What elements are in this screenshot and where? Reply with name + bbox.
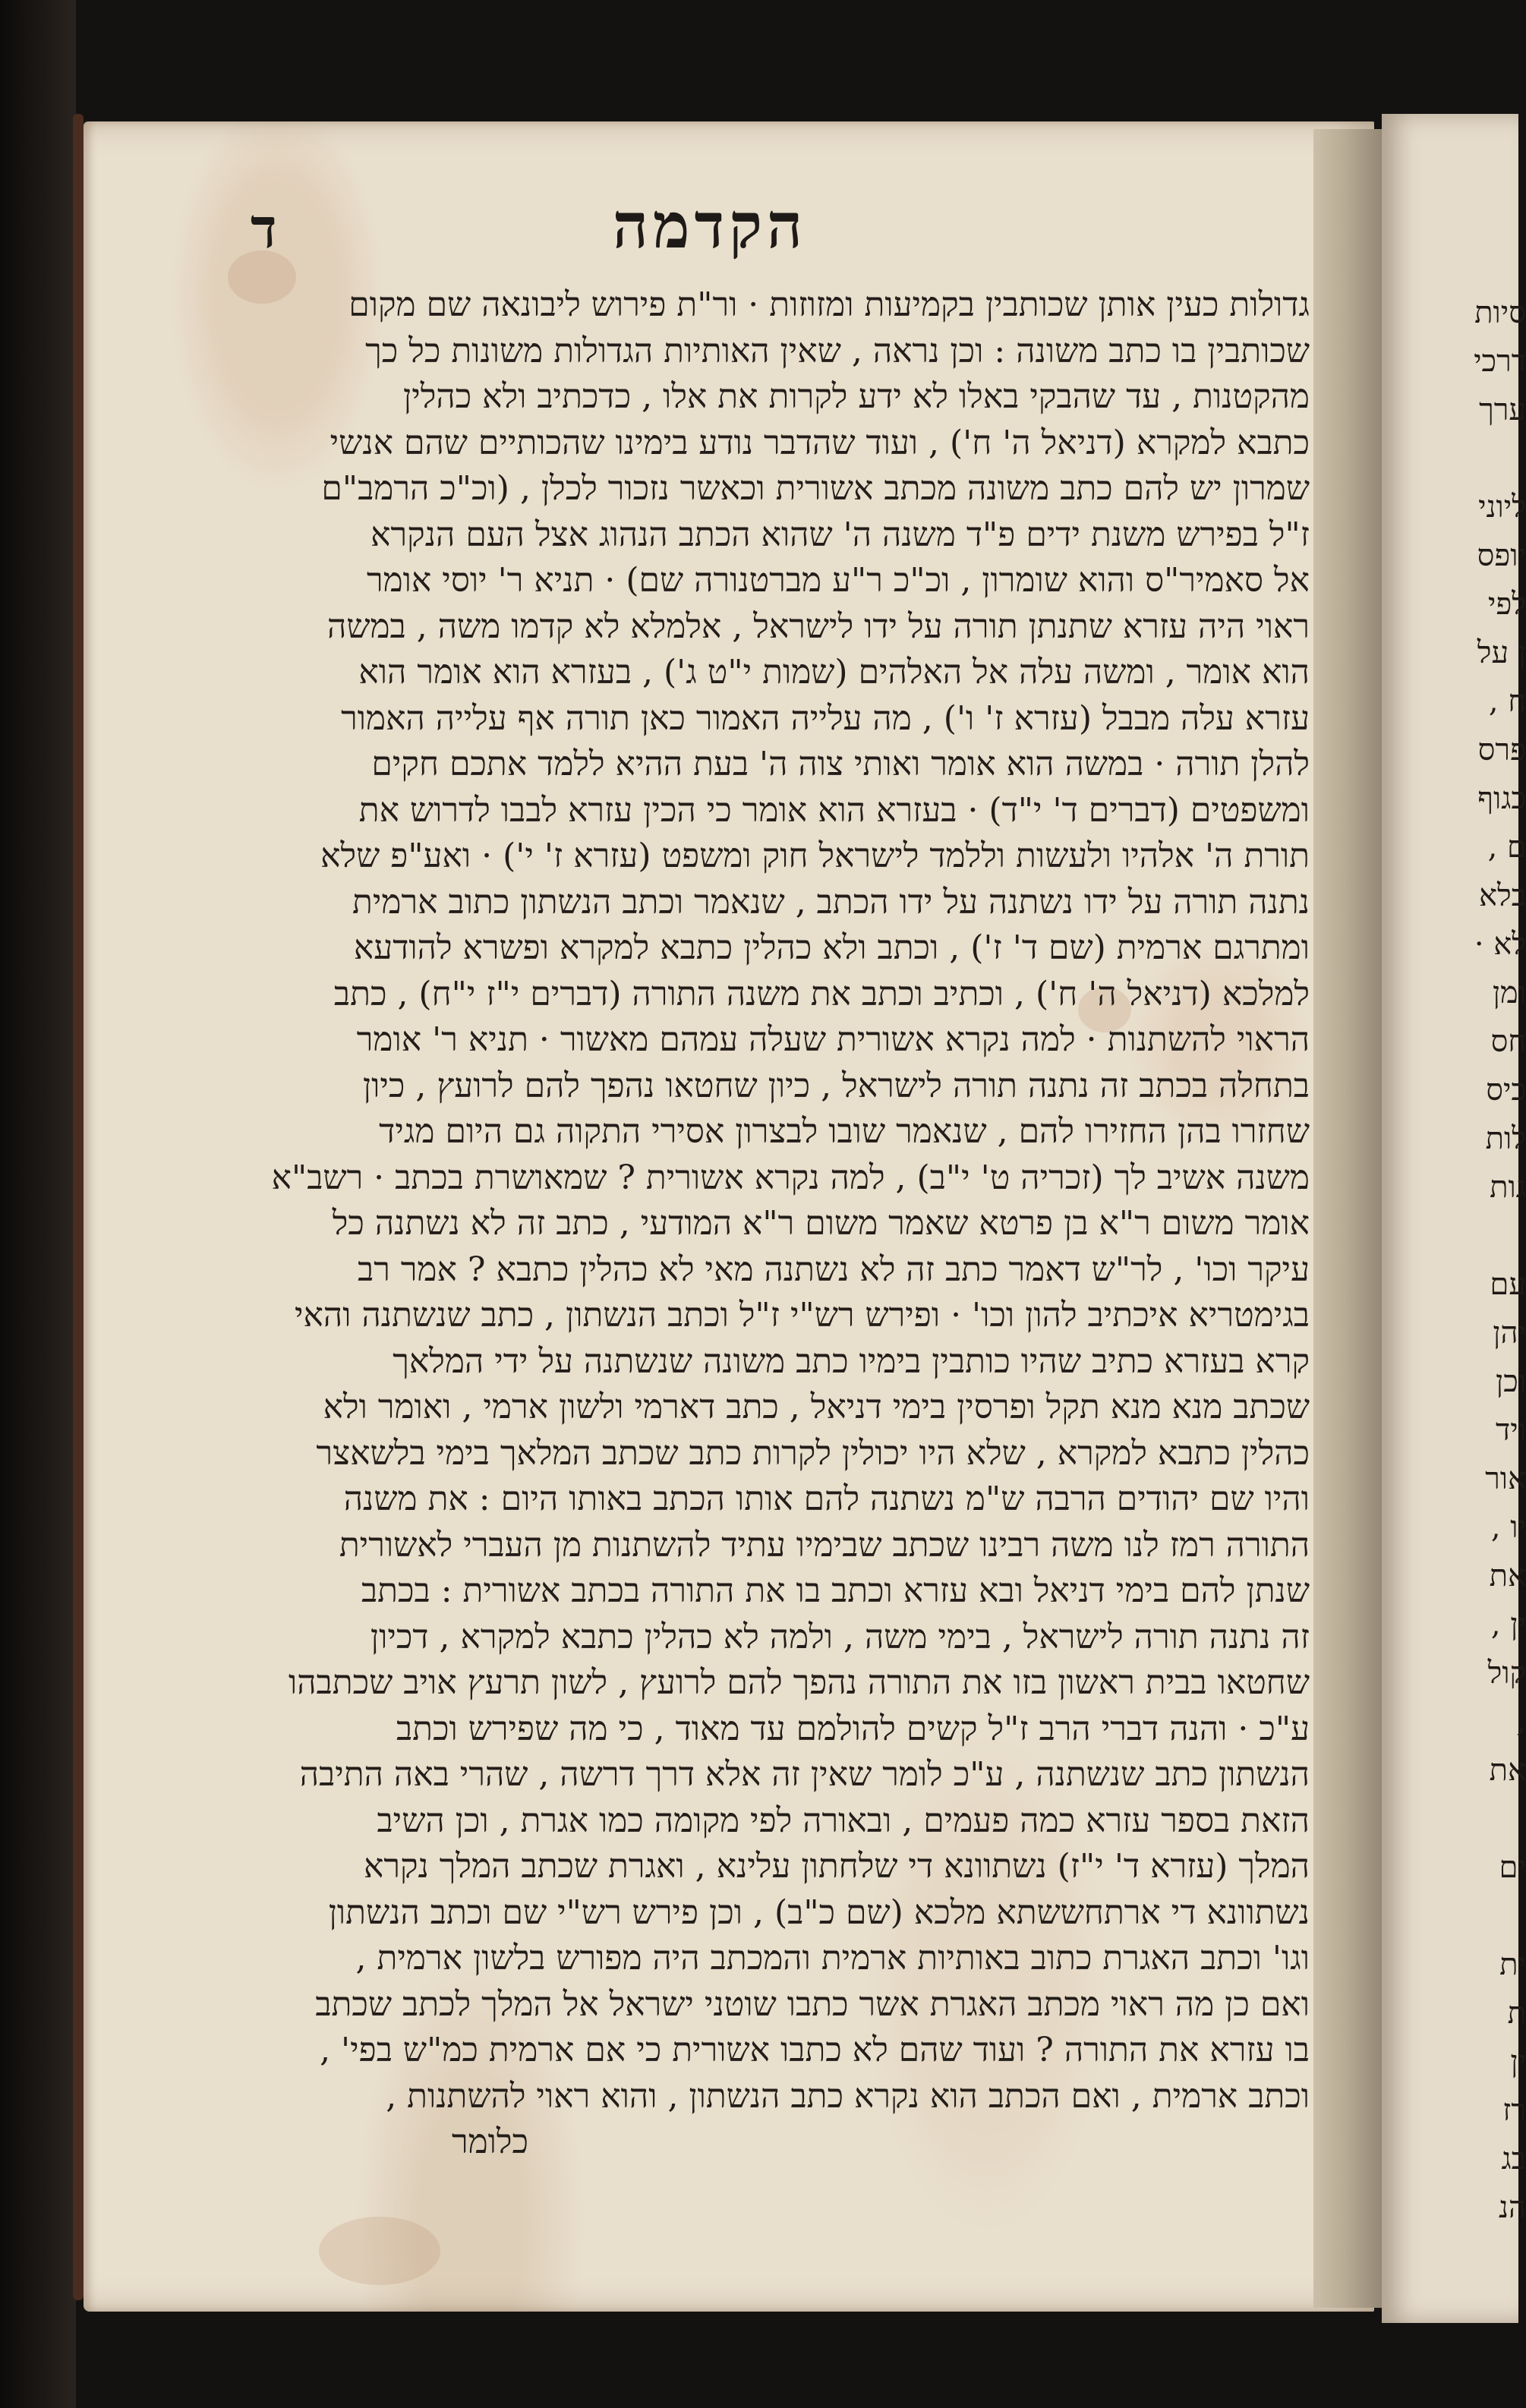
right-page-fragment: את: [1489, 1559, 1526, 1593]
right-page-fragment: בלא: [1479, 878, 1526, 913]
right-page-fragment: [1397, 1212, 1526, 1260]
text-line: ראוי היה עזרא שתנתן תורה על ידו לישראל , אלמלא לא קדמו משה , במשה: [327, 607, 1310, 646]
right-page-fragment: יהן: [1493, 1316, 1526, 1351]
right-page-fragment: [1397, 1795, 1526, 1843]
text-line: עיקר וכו' , לר"ש דאמר כתב זה לא נשתנה מאי לא כהלין כתבא ? אמר רב: [358, 1250, 1310, 1289]
text-line: ואם כן מה ראוי מכתב האגרת אשר כתבו שוטני ישראל אל המלך לכתב שכתב: [315, 1984, 1310, 2024]
right-page-fragment: ת: [1507, 1996, 1526, 2031]
book-binding-edge: [0, 0, 76, 2408]
text-line: גדולות כעין אותן שכותבין בקמיעות ומזוזות · ור"ת פירוש ליבונאה שם מקום: [348, 285, 1310, 324]
right-page-fragment: [1397, 1892, 1526, 1940]
right-page-fragment: כגוף: [1477, 781, 1526, 816]
text-line: התורה רמז לנו משה רבינו שכתב שבימיו עתיד להשתנות מן העברי לאשורית: [339, 1525, 1310, 1565]
right-page-fragment: ים: [1499, 1850, 1526, 1885]
text-line: עזרא עלה מבבל (עזרא ז' ו') , מה עלייה האמור כאן תורה אף עלייה האמור: [341, 698, 1310, 738]
text-line: והיו שם יהודים הרבה ש"מ נשתנה להם אותו הכתב באותו היום : את משנה: [343, 1480, 1310, 1518]
right-page-fragment: ן על: [1477, 635, 1526, 670]
text-line: שחזרו בהן החזירו להם , שנאמר שובו לבצרון אסירי התקוה גם היום מגיד: [379, 1112, 1310, 1151]
right-page-fragment: וכן: [1496, 1364, 1526, 1399]
right-page-fragment: לפי: [1487, 587, 1526, 622]
right-page-fragment: יו ,: [1490, 1510, 1526, 1545]
text-line: להלן תורה · במשה הוא אומר ואותי צוה ה' בעת ההיא ללמד אתכם חקים: [371, 745, 1310, 783]
text-line: ומתרגם ארמית (שם ד' ז') , וכתב ולא כהלין כתבא למקרא ופשרא להודעא: [353, 928, 1310, 967]
text-line: ע"כ · והנה דברי הרב ז"ל קשים להולמם עד מאוד , כי מה שפירש וכתב: [396, 1709, 1310, 1748]
page-number: ד: [251, 196, 277, 260]
right-page-fragment: ויד: [1496, 1413, 1526, 1448]
text-line: אומר משום ר"א בן פרטא שאמר משום ר"א המודעי , כתב זה לא נשתנה כל: [332, 1204, 1310, 1243]
right-page-fragment: רז: [1502, 2093, 1526, 2128]
cover-edge: [73, 114, 84, 2300]
right-page-fragment: ח ,: [1488, 684, 1526, 719]
right-page-fragment: ערך: [1479, 392, 1526, 427]
text-line: למלכא (דניאל ה' ח') , וכתיב וכתב את משנה התורה (דברים י"ז י"ח) , כתב: [333, 974, 1310, 1013]
text-line: קרא בעזרא כתיב שהיו כותבין בימיו כתב משונה שנשתנה על ידי המלאך: [393, 1341, 1310, 1381]
right-page-fragment: ין: [1510, 2044, 1526, 2079]
text-line: המלך (עזרא ד' י"ז) נשתוונא די שלחתון עלינא , ואגרת שכתב המלך נקרא: [363, 1847, 1310, 1886]
right-page-fragment: חס: [1490, 1024, 1526, 1059]
right-page-fragment: ם ,: [1487, 830, 1526, 865]
text-line: שנתן להם בימי דניאל ובא עזרא וכתב בו את התורה בכתב אשורית : בכתב: [361, 1571, 1310, 1610]
right-page: [1382, 114, 1526, 2323]
right-page-fragment: הנ: [1498, 2190, 1526, 2225]
text-line: שכתב מנא מנא תקל ופרסין בימי דניאל , כתב דארמי ולשון ארמי , ואומר ולא: [323, 1388, 1310, 1426]
right-page-fragment: סיות: [1474, 295, 1526, 330]
text-line: תורת ה' אלהיו ולעשות וללמד לישראל חוק ומשפט (עזרא ז' י') · ואע"פ שלא: [320, 837, 1310, 875]
text-line: הראוי להשתנות · למה נקרא אשורית שעלה עמהם מאשור · תניא ר' אומר: [356, 1020, 1310, 1059]
text-line: הוא אומר , ומשה עלה אל האלהים (שמות י"ט ג') , בעזרא הוא אומר הוא: [358, 653, 1310, 692]
text-line: כלומר: [451, 2123, 528, 2161]
text-line: בו עזרא את התורה ? ועוד שהם לא כתבו אשורית כי אם ארמית כמ"ש בפי' ,: [320, 2031, 1310, 2069]
text-line: משנה אשיב לך (זכריה ט' י"ב) , למה נקרא אשורית ? שמאושרת בכתב · רשב"א: [271, 1158, 1310, 1197]
right-page-fragment: לות: [1485, 1121, 1526, 1156]
text-line: כהלין כתבא למקרא , שלא היו יכולין לקרות כתב שכתב המלאך בימי בלשאצר: [316, 1433, 1310, 1473]
text-line: ז"ל בפירש משנת ידים פ"ד משנה ה' שהוא הכתב הנהוג אצל העם הנקרא: [370, 515, 1310, 554]
text-line: הזאת בספר עזרא כמה פעמים , ובאורה לפי מקומה כמו אגרת , וכן השיב: [377, 1801, 1310, 1840]
paper-stain: [319, 2217, 440, 2285]
right-page-fragment: יופס: [1477, 538, 1526, 573]
right-page-fragment: כיס: [1486, 1073, 1526, 1108]
text-line: וגו' וכתב האגרת כתוב באותיות ארמית והמכתב היה מפורש בלשון ארמית ,: [355, 1939, 1310, 1978]
right-page-fragment: לא ·: [1474, 927, 1526, 962]
page-gutter: [1313, 129, 1389, 2308]
right-page-fragment: ית: [1499, 1947, 1526, 1982]
text-line: שחטאו בבית ראשון בזו את התורה נהפך להם לרועץ , לשון תרעץ אויב שכתבהו: [288, 1663, 1310, 1702]
text-line: בגימטריא איכתיב להון וכו' · ופירש רש"י ז"ל וכתב הנשתון , כתב שנשתנה והאי: [294, 1296, 1310, 1335]
text-line: וכתב ארמית , ואם הכתב הוא נקרא כתב הנשתון , והוא ראוי להשתנות ,: [386, 2076, 1310, 2116]
text-line: שכותבין בו כתב משונה : וכן נראה , שאין האותיות הגדולות משונות כל כך: [365, 331, 1310, 370]
right-page-fragment: עם: [1490, 1267, 1526, 1302]
right-page-fragment: [1397, 434, 1526, 483]
page-title: הקדמה: [612, 190, 808, 263]
page-header: [114, 190, 1306, 273]
text-line: הנשתון כתב שנשתנה , ע"כ לומר שאין זה אלא דרך דרשה , שהרי באה התיבה: [299, 1755, 1310, 1794]
text-line: נשתוונא די ארתחששתא מלכא (שם כ"ב) , וכן פירש רש"י שם וכתב הנשתון: [328, 1893, 1310, 1932]
right-page-fragment: בג: [1501, 2142, 1526, 2176]
right-page-fragment: דרכי: [1474, 344, 1526, 379]
text-line: כתבא למקרא (דניאל ה' ח') , ועוד שהדבר נודע בימינו שהכותיים שהם אנשי: [329, 423, 1310, 462]
text-line: זה נתנה תורה לישראל , בימי משה , ולמה לא כהלין כתבא למקרא , דכיון: [370, 1617, 1310, 1656]
body-text-block: [194, 282, 1310, 2166]
right-page-fragment: פרס: [1477, 733, 1526, 767]
text-line: נתנה תורה על ידו נשתנה על ידו הכתב , שנאמר וכתב הנשתון כתוב ארמית: [352, 882, 1310, 922]
right-page-fragment: ,: [1516, 1704, 1526, 1739]
text-line: מהקטנות , עד שהבקי באלו לא ידע לקרות את אלו , כדכתיב ולא כהלין: [402, 377, 1310, 416]
right-page-fragment: ומן: [1492, 975, 1526, 1010]
text-line: בתחלה בכתב זה נתנה תורה לישראל , כיון שחטאו נהפך להם לרועץ , כיון: [362, 1066, 1310, 1105]
right-page-fragment: ליוני: [1478, 490, 1526, 525]
text-line: שמרון יש להם כתב משונה מכתב אשורית וכאשר נזכור לכלן , (וכ"כ הרמב"ם: [321, 469, 1310, 508]
right-page-fragment: קול: [1487, 1656, 1526, 1691]
text-line: אל סאמיר"ס והוא שומרון , וכ"כ ר"ע מברטנורה שם) · תניא ר' יוסי אומר: [366, 561, 1310, 600]
right-page-fragment: ין ,: [1490, 1607, 1526, 1642]
right-page-fragment: את: [1489, 1753, 1526, 1788]
right-page-text-fragments: [1397, 288, 1526, 2232]
text-line: ומשפטים (דברים ד' י"ד) · בעזרא הוא אומר כי הכין עזרא לבבו לדרוש את: [358, 790, 1310, 830]
right-page-fragment: גות: [1490, 1170, 1526, 1205]
right-page-fragment: אור: [1485, 1461, 1526, 1496]
